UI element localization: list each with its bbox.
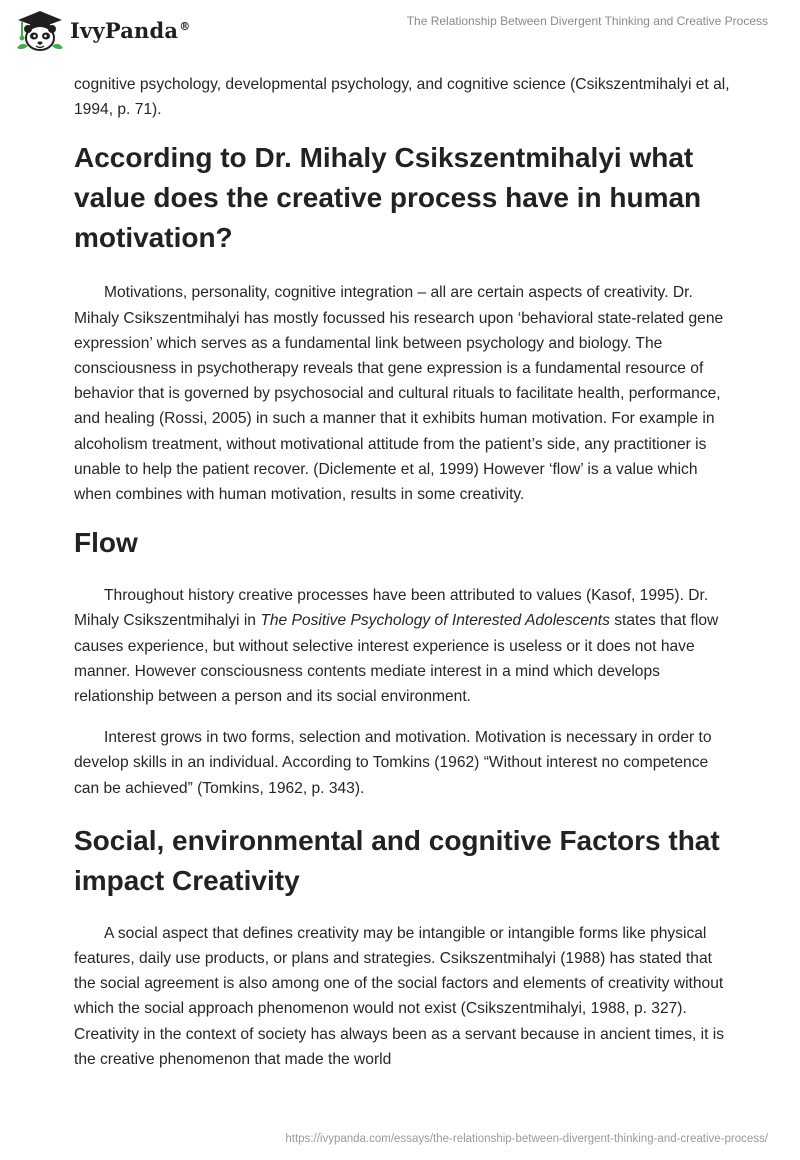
ivypanda-logo[interactable] — [14, 8, 190, 52]
heading-flow: Flow — [74, 527, 138, 559]
flow-paragraph-2: Interest grows in two forms, selection and motivation. Motivation is necessary in order to develop skills in an individual. According to Tomkins (1962) “Without interest no competence can be achieved” (Tomkins, 1962, p. 343). — [74, 729, 712, 797]
heading-factors: Social, environmental and cognitive Factors that impact Creativity — [74, 824, 720, 896]
essay-body — [74, 72, 734, 1072]
brand-name: IvyPanda® — [70, 17, 191, 43]
flow-paragraph-1 — [74, 583, 734, 709]
registered-mark: ® — [179, 19, 191, 33]
heading-motivation: According to Dr. Mihaly Csikszentmihalyi what value does the creative process have in human motivation? — [74, 142, 702, 254]
flow-text-end: states that flow causes experience, but without selective interest experience is useless or it does not have manner. However consciousness contents mediate interest in a mind which develops relationship between a person and its social environment. — [74, 612, 719, 706]
flow-text-start: Throughout history creative processes have been attributed to values (Kasof, 1995). Dr. Mihaly Csikszentmihalyi in — [74, 587, 709, 630]
source-url[interactable]: https://ivypanda.com/essays/the-relationship-between-divergent-thinking-and-creative-process/ — [285, 1133, 768, 1145]
book-title: The Positive Psychology of Interested Adolescents — [260, 612, 610, 630]
factors-paragraph: A social aspect that defines creativity may be intangible or intangible forms like physical features, daily use products, or plans and strategies. Csikszentmihalyi (1988) has stated that the social agreement is also among one of the social factors and elements of creativity without which the social approach phenomenon would not exist (Csikszentmihalyi, 1988, p. 327). Creativity in the context of society has always been as a servant because in ancient times, it is the creative phenomenon that made the world — [74, 924, 725, 1068]
page-header — [0, 0, 800, 60]
panda-graduate-icon — [14, 8, 66, 52]
document-title: The Relationship Between Divergent Thinking and Creative Process — [406, 14, 768, 28]
intro-paragraph: cognitive psychology, developmental psychology, and cognitive science (Csikszentmihalyi et al, 1994, p. 71). — [74, 76, 730, 119]
motivation-paragraph: Motivations, personality, cognitive integration – all are certain aspects of creativity. Dr. Mihaly Csikszentmihalyi has mostly focussed his research upon ‘behavioral state-related gene expression’ which serves as a fundamental link between psychology and biology. The consciousness in psychotherapy reveals that gene expression is a fundamental resource of behavior that is governed by psychosocial and cultural rituals to facilitate health, performance, and healing (Rossi, 2005) in such a manner that it exhibits human motivation. For example in alcoholism treatment, without motivational attitude from the patient’s side, any practitioner is unable to help the patient recover. (Diclemente et al, 1999) However ‘flow’ is a value which when combines with human motivation, results in some creativity. — [74, 284, 724, 504]
